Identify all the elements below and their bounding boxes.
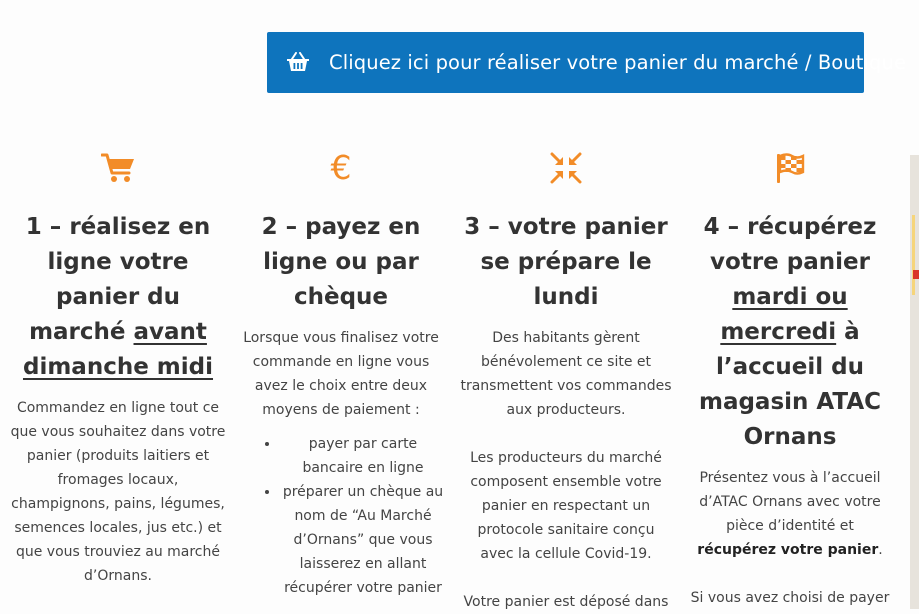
step-3-text-3: Votre panier est déposé dans [463, 594, 669, 610]
step-1-title: 1 – réalisez en ligne votre panier du marché avant dimanche midi [22, 214, 214, 380]
step-4-title: 4 – récupérez votre panier mardi ou mercredi à l’accueil du magasin ATAC Ornans [698, 214, 882, 450]
payment-options-list [236, 432, 446, 600]
step-3-text-2: Les producteurs du marché composent ensemble votre panier en respectant un protocole sanitaire conçu avec la cellule Covid-19. [470, 450, 662, 562]
step-4-text: Présentez vous à l’accueil d’ATAC Ornans avec votre pièce d’identité et récupérez votre panier. [697, 470, 883, 558]
step-2-title: 2 – payez en ligne ou par chèque [261, 214, 421, 310]
step-4-column [686, 148, 894, 610]
basket-icon [286, 52, 310, 74]
list-item: • payer par carte bancaire en ligne [280, 432, 446, 480]
step-2-column [236, 148, 446, 600]
step-1-text: Commandez en ligne tout ce que vous souhaitez dans votre panier (produits laitiers et fromages locaux, champignons, pains, légumes, semences locales, jus etc.) et que vous trouviez au marché d’Ornans. [10, 400, 226, 584]
compress-icon [460, 148, 672, 188]
list-item: • préparer un chèque au nom de “Au Marché d’Ornans” que vous laisserez en allant récupérer votre panier [280, 480, 446, 600]
shop-cta-button[interactable] [267, 32, 907, 93]
step-2-text: Lorsque vous finalisez votre commande en ligne vous avez le choix entre deux moyens de paiement : [243, 330, 439, 418]
step-1-column [10, 148, 226, 588]
step-3-text-1: Des habitants gèrent bénévolement ce site et transmettent vos commandes aux producteurs. [460, 330, 672, 418]
step-3-column [460, 148, 672, 614]
shopping-cart-icon [10, 148, 226, 188]
step-4-text-2: Si vous avez choisi de payer [690, 590, 890, 606]
euro-icon: € [330, 148, 352, 187]
step-3-title: 3 – votre panier se prépare le lundi [464, 214, 668, 310]
shop-cta-label: Cliquez ici pour réaliser votre panier du marché / Boutique [329, 51, 907, 74]
map-widget[interactable] [910, 155, 919, 609]
checkered-flag-icon [686, 148, 894, 188]
